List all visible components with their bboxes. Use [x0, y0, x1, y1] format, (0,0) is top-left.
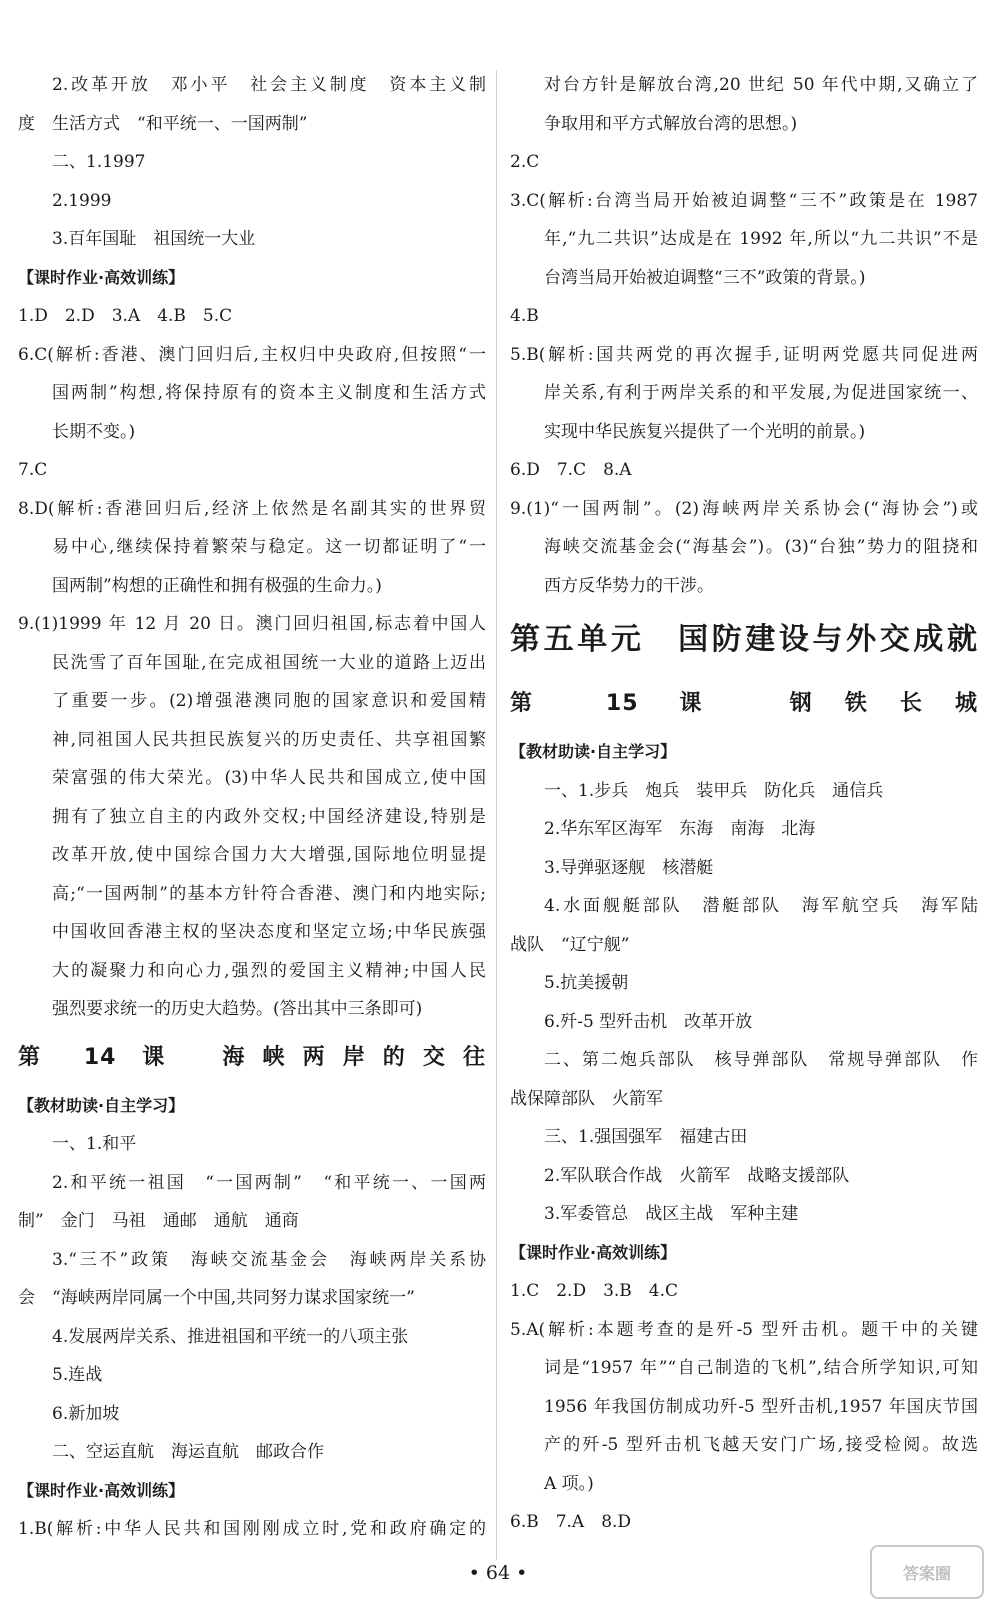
text-line: 2.和平统一祖国 “一国两制” “和平统一、一国两 — [52, 1172, 486, 1193]
text-line: 年,“九二共识”达成是在 1992 年,所以“九二共识”不是 — [544, 229, 978, 249]
section-heading: 【课时作业·高效训练】 — [18, 267, 185, 287]
section-heading: 【课时作业·高效训练】 — [510, 1242, 677, 1262]
text-line: 二、1.1997 — [52, 152, 146, 172]
text-line: 5.A(解析:本题考查的是歼-5 型歼击机。题干中的关键 — [510, 1319, 978, 1340]
text-line: 3.百年国耻 祖国统一大业 — [52, 229, 256, 249]
text-line: 易中心,继续保持着繁荣与稳定。这一切都证明了“一 — [52, 537, 486, 557]
text-line: 4.B — [510, 306, 539, 326]
column-divider — [496, 70, 497, 1560]
text-line: 4.水面舰艇部队 潜艇部队 海军航空兵 海军陆 — [544, 896, 978, 916]
text-line: 战队 “辽宁舰” — [510, 934, 630, 955]
text-line: 国两制”构想的正确性和拥有极强的生命力。) — [52, 575, 382, 596]
text-line: 2.华东军区海军 东海 南海 北海 — [544, 819, 816, 839]
text-line: 5.抗美援朝 — [544, 973, 629, 993]
watermark-logo: 答案圈 — [870, 1545, 984, 1599]
text-line: 荣富强的伟大荣光。(3)中华人民共和国成立,使中国 — [52, 768, 486, 788]
text-line: 3.“三不”政策 海峡交流基金会 海峡两岸关系协 — [52, 1249, 486, 1270]
text-line: 2.C — [510, 152, 540, 172]
text-line: 拥有了独立自主的内政外交权;中国经济建设,特别是 — [52, 806, 486, 827]
text-line: 长期不变。) — [52, 421, 136, 442]
text-line: 7.C — [18, 460, 48, 480]
text-line: 会 “海峡两岸同属一个中国,共同努力谋求国家统一” — [18, 1288, 415, 1308]
page-number: • 64 • — [468, 1562, 528, 1584]
text-line: A 项。) — [544, 1473, 594, 1494]
text-line: 3.军委管总 战区主战 军种主建 — [544, 1204, 799, 1224]
text-line: 5.B(解析:国共两党的再次握手,证明两党愿共同促进两 — [510, 344, 978, 365]
text-line: 9.(1)1999 年 12 月 20 日。澳门回归祖国,标志着中国人 — [18, 614, 486, 634]
text-line: 1.B(解析:中华人民共和国刚刚成立时,党和政府确定的 — [18, 1519, 486, 1539]
text-line: 高;“一国两制”的基本方针符合香港、澳门和内地实际; — [52, 883, 486, 904]
text-line: 实现中华民族复兴提供了一个光明的前景。) — [544, 421, 866, 442]
text-line: 战保障部队 火箭军 — [510, 1088, 663, 1109]
text-line: 6.C(解析:香港、澳门回归后,主权归中央政府,但按照“一 — [18, 344, 486, 365]
text-line: 8.D(解析:香港回归后,经济上依然是名副其实的世界贸 — [18, 498, 486, 519]
text-line: 强烈要求统一的历史大趋势。(答出其中三条即可) — [52, 999, 423, 1019]
text-line: 1.D 2.D 3.A 4.B 5.C — [18, 306, 233, 326]
text-line: 2.改革开放 邓小平 社会主义制度 资本主义制 — [52, 75, 486, 95]
section-heading: 【教材助读·自主学习】 — [510, 742, 677, 761]
text-line: 大的凝聚力和向心力,强烈的爱国主义精神;中国人民 — [52, 960, 486, 981]
text-line: 制” 金门 马祖 通邮 通航 通商 — [18, 1211, 299, 1231]
text-line: 词是“1957 年”“自己制造的飞机”,结合所学知识,可知 — [544, 1358, 978, 1378]
text-line: 二、第二炮兵部队 核导弹部队 常规导弹部队 作 — [544, 1050, 978, 1070]
text-line: 产的歼-5 型歼击机飞越天安门广场,接受检阅。故选 — [544, 1435, 978, 1455]
text-line: 2.军队联合作战 火箭军 战略支援部队 — [544, 1165, 850, 1186]
text-line: 民洗雪了百年国耻,在完成祖国统一大业的道路上迈出 — [52, 652, 486, 673]
text-line: 中国收回香港主权的坚决态度和坚定立场;中华民族强 — [52, 922, 486, 942]
text-line: 度 生活方式 “和平统一、一国两制” — [18, 113, 308, 134]
text-line: 6.D 7.C 8.A — [510, 460, 632, 480]
right-column — [510, 66, 978, 1542]
text-line: 6.新加坡 — [52, 1403, 120, 1424]
text-line: 海峡交流基金会(“海基会”)。(3)“台独”势力的阻挠和 — [544, 537, 978, 557]
text-line: 5.连战 — [52, 1365, 103, 1385]
text-line: 3.导弹驱逐舰 核潜艇 — [544, 857, 714, 878]
text-line: 一、1.步兵 炮兵 装甲兵 防化兵 通信兵 — [544, 780, 884, 801]
text-line: 争取用和平方式解放台湾的思想。) — [544, 113, 798, 134]
left-column — [18, 66, 486, 1549]
text-line: 改革开放,使中国综合国力大大增强,国际地位明显提 — [52, 845, 486, 865]
unit-title: 第五单元 国防建设与外交成就 — [510, 622, 978, 657]
text-line: 了重要一步。(2)增强港澳同胞的国家意识和爱国精 — [52, 691, 486, 711]
text-line: 1956 年我国仿制成功歼-5 型歼击机,1957 年国庆节国 — [544, 1396, 978, 1417]
text-line: 3.C(解析:台湾当局开始被迫调整“三不”政策是在 1987 — [510, 190, 978, 211]
lesson-title: 第 14 课 海峡两岸的交往 — [18, 1044, 486, 1070]
text-line: 1.C 2.D 3.B 4.C — [510, 1281, 679, 1301]
section-heading: 【教材助读·自主学习】 — [18, 1095, 185, 1115]
text-line: 2.1999 — [52, 190, 112, 211]
text-line: 9.(1)“一国两制”。(2)海峡两岸关系协会(“海协会”)或 — [510, 498, 978, 519]
text-line: 岸关系,有利于两岸关系的和平发展,为促进国家统一、 — [544, 383, 978, 403]
text-line: 一、1.和平 — [52, 1134, 137, 1154]
text-line: 国两制”构想,将保持原有的资本主义制度和生活方式 — [52, 383, 486, 403]
text-line: 三、1.强国强军 福建古田 — [544, 1127, 748, 1147]
text-line: 对台方针是解放台湾,20 世纪 50 年代中期,又确立了 — [544, 75, 978, 95]
section-heading: 【课时作业·高效训练】 — [18, 1480, 185, 1500]
text-line: 6.B 7.A 8.D — [510, 1512, 632, 1532]
lesson-title: 第 15 课 钢铁长城 — [510, 691, 978, 716]
text-line: 4.发展两岸关系、推进祖国和平统一的八项主张 — [52, 1326, 409, 1347]
text-line: 台湾当局开始被迫调整“三不”政策的背景。) — [544, 267, 866, 288]
text-line: 西方反华势力的干涉。 — [544, 575, 714, 596]
text-line: 神,同祖国人民共担民族复兴的历史责任、共享祖国繁 — [52, 729, 486, 750]
text-line: 二、空运直航 海运直航 邮政合作 — [52, 1442, 324, 1462]
text-line: 6.歼-5 型歼击机 改革开放 — [544, 1011, 753, 1032]
